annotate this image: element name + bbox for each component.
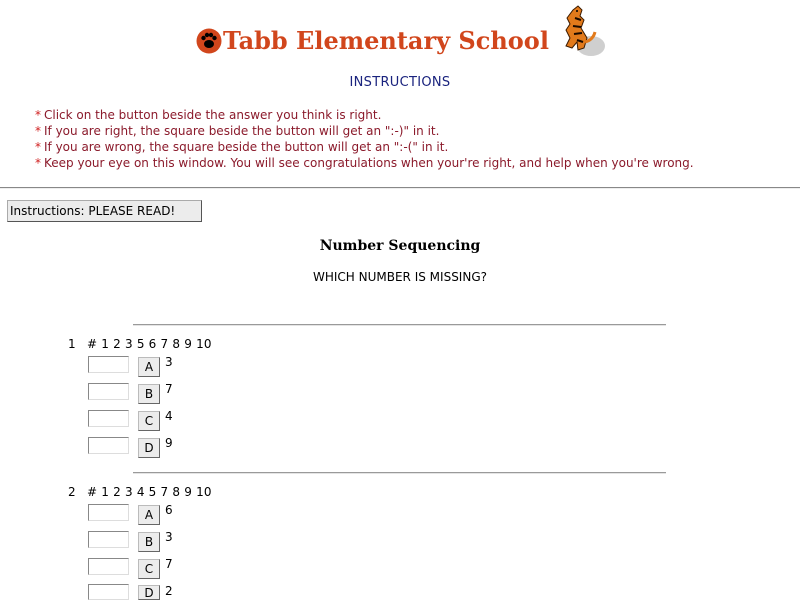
option-value: 3	[165, 530, 173, 544]
answer-feedback-box	[88, 531, 129, 548]
option-button-c[interactable]: C	[138, 411, 160, 431]
bullet-star-icon: *	[35, 124, 41, 138]
option-button-a[interactable]: A	[138, 357, 160, 377]
option-button-a[interactable]: A	[138, 505, 160, 525]
question-divider	[133, 324, 666, 326]
bullet-star-icon: *	[35, 140, 41, 154]
instruction-item: * If you are wrong, the square beside the button will get an ":-(" in it.	[35, 140, 449, 154]
answer-feedback-box	[88, 504, 129, 521]
option-value: 6	[165, 503, 173, 517]
option-value: 4	[165, 409, 173, 423]
answer-feedback-box	[88, 383, 129, 400]
question-sequence: # 1 2 3 4 5 7 8 9 10	[87, 485, 212, 499]
instruction-item: * Keep your eye on this window. You will see congratulations when your're right, and help when you're wrong.	[35, 156, 694, 170]
question-divider	[133, 472, 666, 474]
instruction-item: * Click on the button beside the answer you think is right.	[35, 108, 382, 122]
answer-feedback-box	[88, 410, 129, 427]
option-button-c[interactable]: C	[138, 559, 160, 579]
option-value: 2	[165, 584, 173, 598]
option-button-b[interactable]: B	[138, 532, 160, 552]
school-title-text: Tabb Elementary School	[223, 26, 549, 55]
instructions-heading: INSTRUCTIONS	[349, 75, 451, 90]
option-value: 7	[165, 382, 173, 396]
bullet-star-icon: *	[35, 156, 41, 170]
school-title	[196, 26, 549, 55]
option-value: 9	[165, 436, 173, 450]
paw-icon	[196, 28, 222, 54]
answer-feedback-box	[88, 584, 129, 600]
instruction-item: * If you are right, the square beside the button will get an ":-)" in it.	[35, 124, 440, 138]
option-button-d[interactable]: D	[138, 585, 160, 600]
header-divider	[0, 187, 800, 189]
answer-feedback-box	[88, 558, 129, 575]
question-sequence: # 1 2 3 5 6 7 8 9 10	[87, 337, 212, 351]
tiger-mascot-icon	[555, 4, 605, 58]
quiz-title: Number Sequencing	[319, 238, 481, 254]
answer-feedback-box	[88, 437, 129, 454]
option-button-b[interactable]: B	[138, 384, 160, 404]
instructions-list	[35, 107, 694, 171]
quiz-subtitle: WHICH NUMBER IS MISSING?	[312, 270, 487, 284]
answer-feedback-box	[88, 356, 129, 373]
question-number: 1	[68, 337, 76, 351]
option-value: 3	[165, 355, 173, 369]
option-button-d[interactable]: D	[138, 438, 160, 458]
question-number: 2	[68, 485, 76, 499]
option-value: 7	[165, 557, 173, 571]
instructions-button[interactable]: Instructions: PLEASE READ!	[7, 200, 202, 222]
bullet-star-icon: *	[35, 108, 41, 122]
